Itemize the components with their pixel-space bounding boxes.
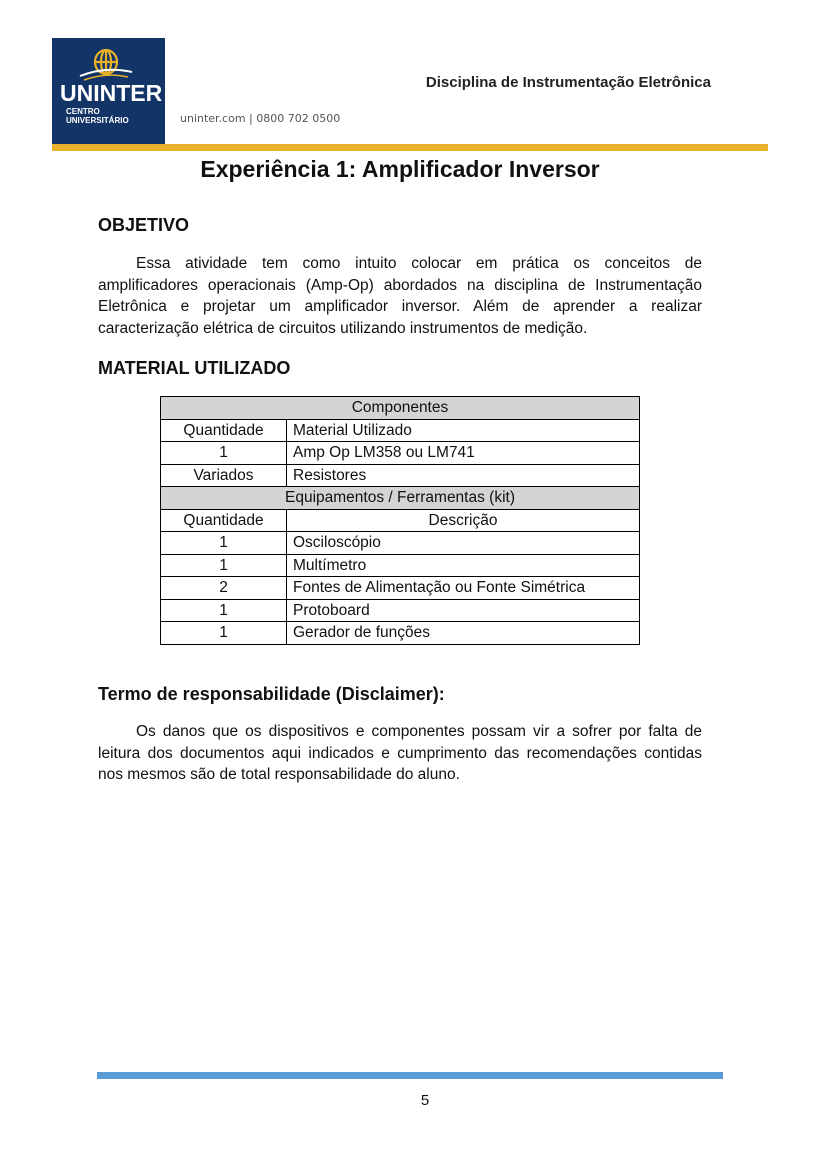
table-row [161,397,640,420]
logo-wordmark: UNINTER [60,80,163,106]
contact-info: uninter.com | 0800 702 0500 [180,112,341,125]
footer-divider [97,1072,723,1079]
qty-cell: 1 [161,554,287,577]
table-row [161,622,640,645]
table-row [161,599,640,622]
logo-sub-universitario: UNIVERSITÁRIO [66,116,129,125]
table-row [161,419,640,442]
col-material: Material Utilizado [287,419,640,442]
table-row [161,532,640,555]
components-header: Componentes [161,397,640,420]
qty-cell: 1 [161,532,287,555]
table-row [161,442,640,465]
table-row [161,464,640,487]
material-heading: MATERIAL UTILIZADO [98,358,291,378]
item-cell: Fontes de Alimentação ou Fonte Simétrica [287,577,640,600]
qty-cell: 1 [161,622,287,645]
uninter-logo [52,38,165,144]
qty-cell: Variados [161,464,287,487]
objective-paragraph [98,253,702,339]
qty-cell: 1 [161,442,287,465]
disclaimer-heading: Termo de responsabilidade (Disclaimer): [98,684,445,704]
header-divider [52,144,768,151]
objective-heading: OBJETIVO [98,215,190,235]
item-cell: Osciloscópio [287,532,640,555]
globe-icon [76,46,136,82]
page-title: Experiência 1: Amplificador Inversor [200,156,600,182]
discipline-name: Disciplina de Instrumentação Eletrônica [425,74,711,91]
page-number: 5 [420,1092,430,1109]
materials-table [160,396,640,645]
col-quantity: Quantidade [161,509,287,532]
table-row [161,487,640,510]
item-cell: Amp Op LM358 ou LM741 [287,442,640,465]
item-cell: Multímetro [287,554,640,577]
col-quantity: Quantidade [161,419,287,442]
item-cell: Resistores [287,464,640,487]
logo-sub-centro: CENTRO [66,107,100,116]
qty-cell: 2 [161,577,287,600]
qty-cell: 1 [161,599,287,622]
equipment-header: Equipamentos / Ferramentas (kit) [161,487,640,510]
table-row [161,509,640,532]
disclaimer-text: Os danos que os dispositivos e componentes possam vir a sofrer por falta de leitura dos documentos aqui indicados e cumprimento das recomendações contidas nos mesmos são de total responsabilidade do aluno. [98,723,702,783]
table-row [161,577,640,600]
table-row [161,554,640,577]
objective-text: Essa atividade tem como intuito colocar em prática os conceitos de amplificadores operacionais (Amp-Op) abordados na disciplina de Instrumentação Eletrônica e projetar um amplificador inversor. Além de aprender a realizar caracterização elétrica de circuitos utilizando instrumentos de medição. [98,255,702,337]
item-cell: Protoboard [287,599,640,622]
col-description: Descrição [287,509,640,532]
disclaimer-paragraph [98,721,702,786]
item-cell: Gerador de funções [287,622,640,645]
